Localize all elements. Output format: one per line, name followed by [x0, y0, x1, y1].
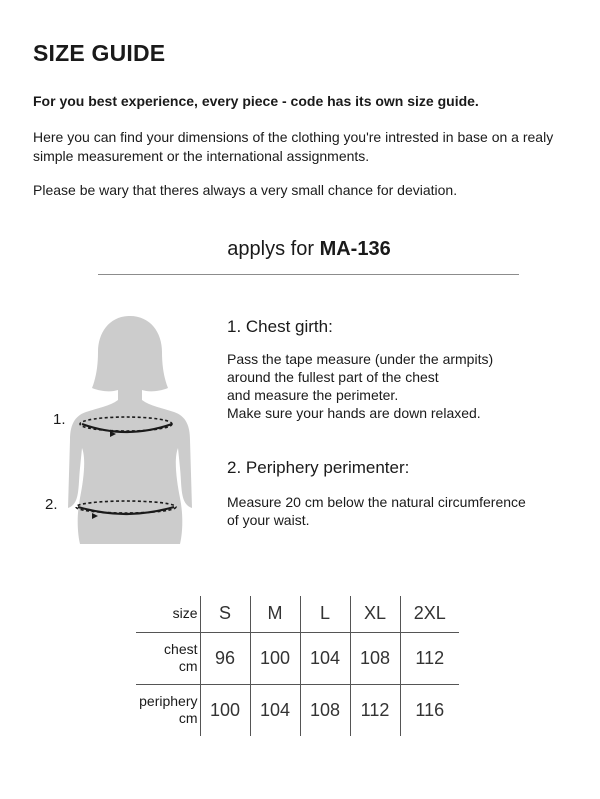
applies-prefix: applys for [227, 238, 314, 260]
table-cell: 100 [200, 684, 250, 736]
chest-marker: 1. [53, 411, 66, 428]
intro-paragraph: Here you can find your dimensions of the clothing you're intrested in base on a realy simple measurement or the international assignments. [33, 129, 554, 164]
size-table [136, 596, 459, 736]
chest-girth-text [227, 350, 577, 422]
periphery-line: Measure 20 cm below the natural circumference [227, 494, 526, 510]
intro-bold-text: For you best experience, every piece - code has its own size guide. [33, 93, 479, 109]
page-title: SIZE GUIDE [33, 40, 166, 66]
table-cell: 96 [200, 632, 250, 684]
table-cell: 112 [350, 684, 400, 736]
applies-heading [0, 238, 600, 261]
row-label-unit: cm [178, 658, 198, 674]
table-cell: 112 [400, 632, 459, 684]
size-col-header: S [200, 596, 250, 632]
body-silhouette-icon [40, 308, 220, 548]
row-label [136, 632, 200, 684]
row-label [136, 684, 200, 736]
table-row [136, 684, 459, 736]
size-col-header: M [250, 596, 300, 632]
hip-marker: 2. [45, 496, 58, 513]
table-cell: 108 [300, 684, 350, 736]
table-cell: 104 [250, 684, 300, 736]
chest-line: and measure the perimeter. [227, 387, 399, 403]
size-col-header: 2XL [400, 596, 459, 632]
periphery-text [227, 493, 577, 529]
deviation-note: Please be wary that theres always a very small chance for deviation. [33, 182, 458, 198]
size-col-header: XL [350, 596, 400, 632]
table-cell: 104 [300, 632, 350, 684]
table-cell: 100 [250, 632, 300, 684]
row-label-unit: cm [178, 710, 198, 727]
size-header-label: size [172, 605, 198, 622]
row-label-line: periphery [139, 693, 198, 710]
table-row [136, 632, 459, 684]
product-code: MA-136 [319, 238, 391, 260]
table-cell: 116 [400, 684, 459, 736]
chest-girth-title: 1. Chest girth: [227, 317, 333, 336]
chest-line: Make sure your hands are down relaxed. [227, 405, 481, 421]
chest-line: around the fullest part of the chest [227, 369, 439, 385]
size-col-header: L [300, 596, 350, 632]
periphery-line: of your waist. [227, 512, 310, 528]
body-figure [40, 308, 220, 548]
chest-line: Pass the tape measure (under the armpits) [227, 351, 494, 367]
row-label-line: chest [164, 641, 198, 657]
divider [98, 274, 519, 275]
table-header-row [136, 596, 459, 632]
table-cell: 108 [350, 632, 400, 684]
periphery-title: 2. Periphery perimenter: [227, 458, 410, 477]
